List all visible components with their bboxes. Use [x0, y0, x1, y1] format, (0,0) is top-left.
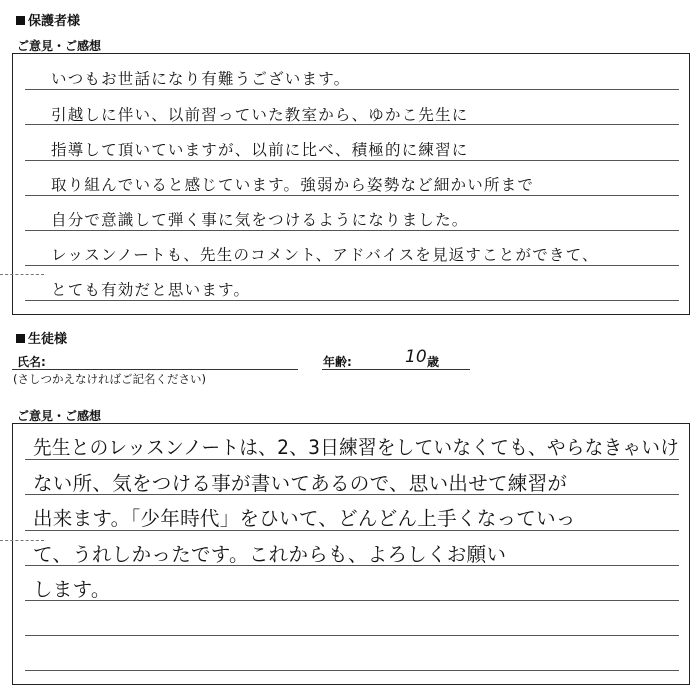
guardian-comment-line: 自分で意識して弾く事に気をつけるようになりました。 [51, 211, 469, 229]
square-bullet-icon [16, 16, 25, 25]
ruled-line [25, 265, 679, 266]
square-bullet-icon [16, 334, 25, 343]
student-section-title [16, 328, 67, 347]
name-note: (さしつかえなければご記名ください) [13, 372, 206, 386]
guardian-comment-line: とても有効だと思います。 [51, 281, 251, 299]
ruled-line [25, 300, 679, 301]
student-comment-box [12, 423, 690, 685]
scan-fold-line [0, 274, 44, 275]
name-underline [12, 369, 298, 370]
age-value: 10 [405, 347, 427, 367]
age-label: 年齢: [323, 355, 352, 369]
student-title-text: 生徒様 [28, 332, 68, 347]
ruled-line [25, 635, 679, 636]
student-comment-label: ご意見・ご感想 [17, 409, 102, 423]
ruled-line [25, 230, 679, 231]
guardian-title-text: 保護者様 [28, 14, 81, 29]
student-comment-line: て、うれしかったです。これからも、よろしくお願い [33, 543, 507, 566]
scan-fold-line [0, 540, 44, 541]
guardian-comment-box [12, 53, 690, 315]
name-label: 氏名: [17, 355, 46, 369]
ruled-line [25, 670, 679, 671]
guardian-comment-line: いつもお世話になり有難うございます。 [51, 70, 351, 88]
guardian-comment-label: ご意見・ご感想 [17, 39, 102, 53]
age-underline [322, 369, 470, 370]
guardian-comment-line: 引越しに伴い、以前習っていた教室から、ゆかこ先生に [51, 106, 469, 124]
ruled-line [25, 600, 679, 601]
student-comment-line: します。 [33, 578, 111, 601]
student-comment-line: 出来ます。「少年時代」をひいて、どんどん上手くなっていっ [33, 507, 576, 530]
guardian-comment-line: 指導して頂いていますが、以前に比べ、積極的に練習に [51, 141, 469, 159]
student-comment-line: ない所、気をつける事が書いてあるので、思い出せて練習が [33, 472, 568, 495]
ruled-line [25, 160, 679, 161]
guardian-comment-line: 取り組んでいると感じています。強弱から姿勢など細かい所まで [51, 176, 535, 194]
student-comment-line: 先生とのレッスンノートは、2、3日練習をしていなくても、やらなきゃいけ [33, 436, 680, 459]
guardian-section-title [16, 10, 80, 29]
ruled-line [25, 89, 679, 90]
age-unit: 歳 [427, 355, 440, 369]
guardian-comment-line: レッスンノートも、先生のコメント、アドバイスを見返すことができて、 [51, 246, 599, 264]
ruled-line [25, 195, 679, 196]
